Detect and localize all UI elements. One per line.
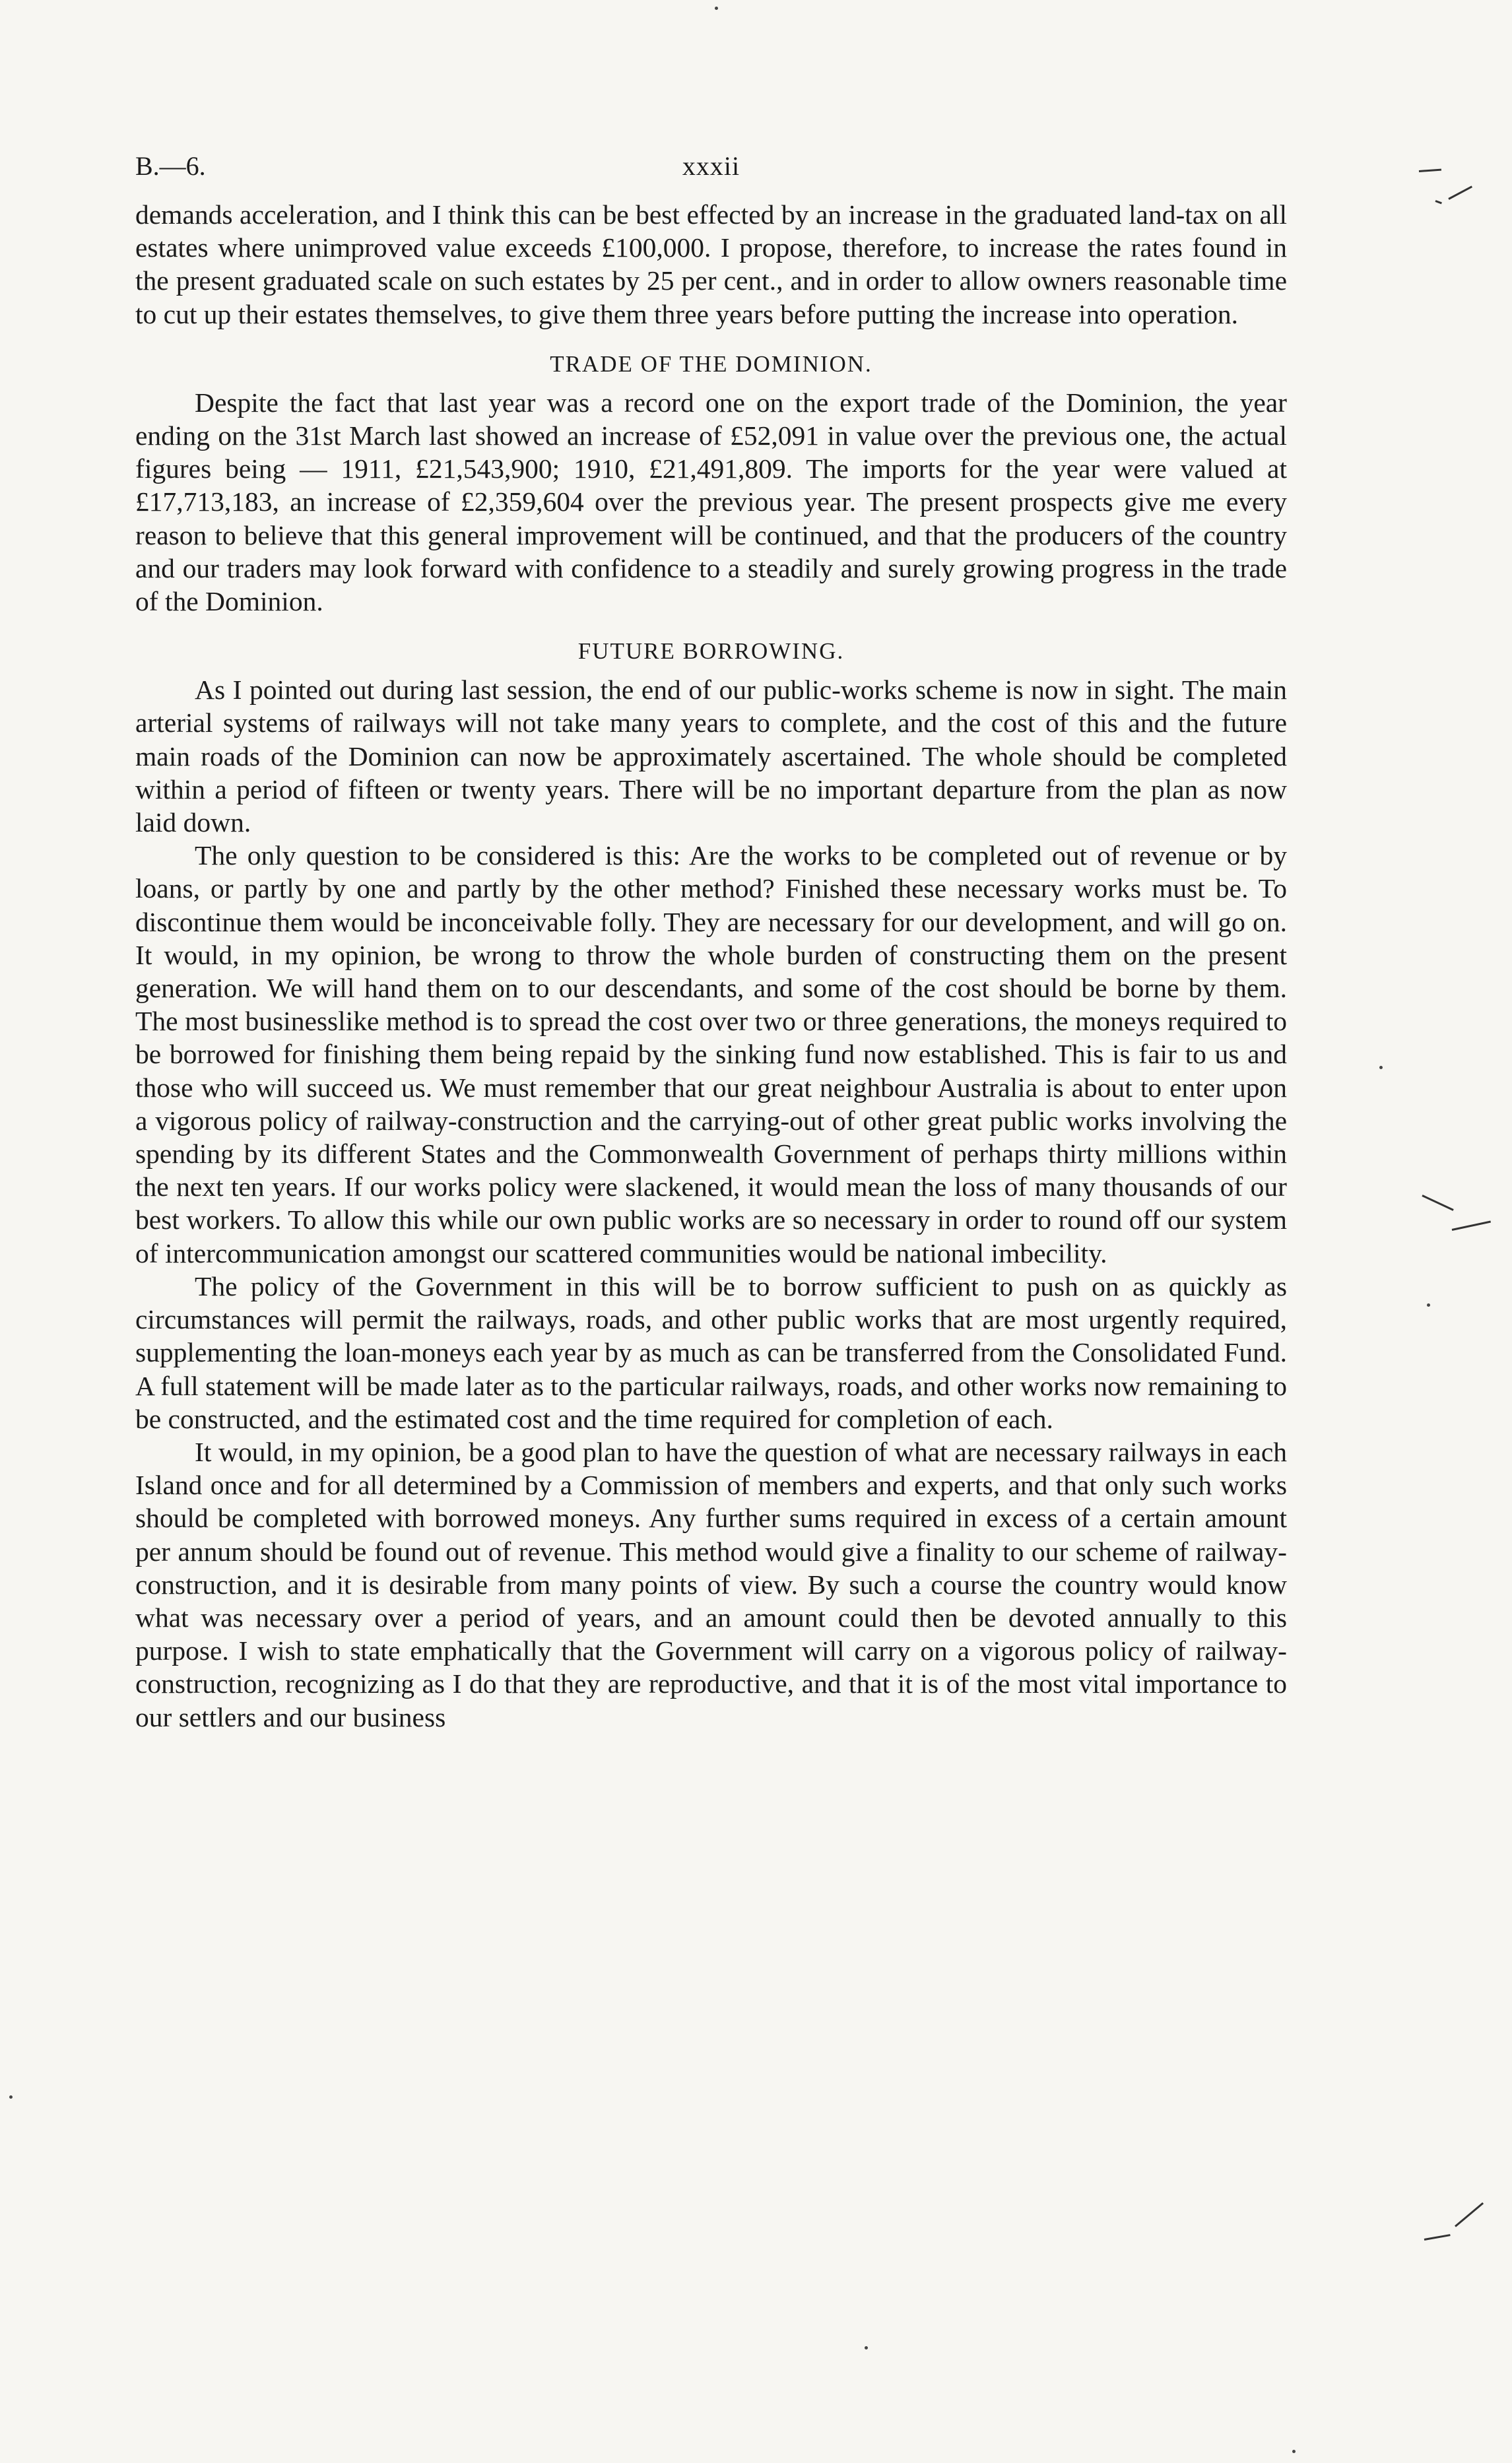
margin-mark <box>1448 185 1472 199</box>
margin-dot <box>1427 1303 1430 1307</box>
margin-mark <box>1422 1195 1453 1211</box>
margin-mark <box>1435 200 1441 204</box>
margin-mark <box>1455 2202 1484 2227</box>
margin-mark <box>1419 169 1441 172</box>
continued-paragraph: demands acceleration, and I think this can be best effected by an increase in the graduated land-tax on all estates where unimproved value exceeds £100,000. I propose, therefore, to increase the rates found in the present graduated scale on such estates by 25 per cent., and in order to allow owners reasonable time to cut up their estates themselves, to give them three years before putting the increase into operation. <box>135 199 1287 329</box>
page-header <box>135 150 1287 190</box>
margin-mark <box>1424 2234 1451 2241</box>
margin-mark <box>1452 1221 1491 1231</box>
borrowing-paragraph-1: As I pointed out during last session, the end of our public-works scheme is now in sight. The main arterial systems of railways will not take many years to complete, and the cost of this and the future main roads of the Dominion can now be approximately ascertained. The whole should be completed within a period of fifteen or twenty years. There will be no important departure from the plan as now laid down. <box>135 674 1287 838</box>
trade-paragraph: Despite the fact that last year was a record one on the export trade of the Dominion, the year ending on the 31st March last showed an increase of £52,091 in value over the previous one, the actual figures being — 1911, £21,543,900; 1910, £21,491,809. The imports for the year were valued at £17,713,183, an increase of £2,359,604 over the previous year. The present prospects give me every reason to believe that this general improvement will be continued, and that the producers of the country and our traders may look forward with confidence to a steadily and surely growing progress in the trade of the Dominion. <box>135 387 1287 617</box>
margin-dot <box>1379 1066 1383 1069</box>
borrowing-paragraph-4: It would, in my opinion, be a good plan to have the question of what are necessary railways in each Island once and for all determined by a Commission of members and experts, and that only such works should be completed with borrowed moneys. Any further sums required in excess of a certain amount per annum should be found out of revenue. This method would give a finality to our scheme of railway-construction, and it is desirable from many points of view. By such a course the country would know what was necessary over a period of years, and an amount could then be devoted annually to this purpose. I wish to state emphatically that the Government will carry on a vigorous policy of railway-construction, recognizing as I do that they are reproductive, and that it is of the most vital importance to our settlers and our business <box>135 1436 1287 1732</box>
page-number: xxxii <box>682 151 740 181</box>
borrowing-paragraph-3: The policy of the Government in this will be to borrow sufficient to push on as quickly as circumstances will permit the railways, roads, and other public works that are most urgently required, supplementing the loan-moneys each year by as much as can be transferred from the Consolidated Fund. A full statement will be made later as to the particular railways, roads, and other works now remaining to be constructed, and the estimated cost and the time required for completion of each. <box>135 1270 1287 1434</box>
borrowing-paragraph-2: The only question to be considered is this: Are the works to be completed out of revenue or by loans, or partly by one and partly by the other method? Finished these necessary works must be. To discontinue them would be inconceivable folly. They are necessary for our development, and will go on. It would, in my opinion, be wrong to throw the whole burden of constructing them on the present generation. We will hand them on to our descendants, and some of the cost should be borne by them. The most businesslike method is to spread the cost over two or three generations, the moneys required to be borrowed for finishing them being repaid by the sinking fund now established. This is fair to us and those who will succeed us. We must remember that our great neighbour Australia is about to enter upon a vigorous policy of railway-construction and the carrying-out of other great public works involving the spending by its different States and the Commonwealth Government of perhaps thirty millions within the next ten years. If our works policy were slackened, it would mean the loss of many thousands of our best workers. To allow this while our own public works are so necessary in order to round off our system of intercommunication amongst our scattered communities would be national imbecility. <box>135 840 1287 1268</box>
margin-dot <box>1292 2450 1296 2453</box>
section-heading-trade: TRADE OF THE DOMINION. <box>550 350 872 377</box>
section-heading-borrowing: FUTURE BORROWING. <box>577 638 845 665</box>
margin-dot <box>865 2346 868 2349</box>
document-reference: B.—6. <box>135 151 206 181</box>
margin-dot <box>715 7 718 10</box>
document-body <box>135 198 1287 1734</box>
margin-dot <box>9 2095 13 2099</box>
